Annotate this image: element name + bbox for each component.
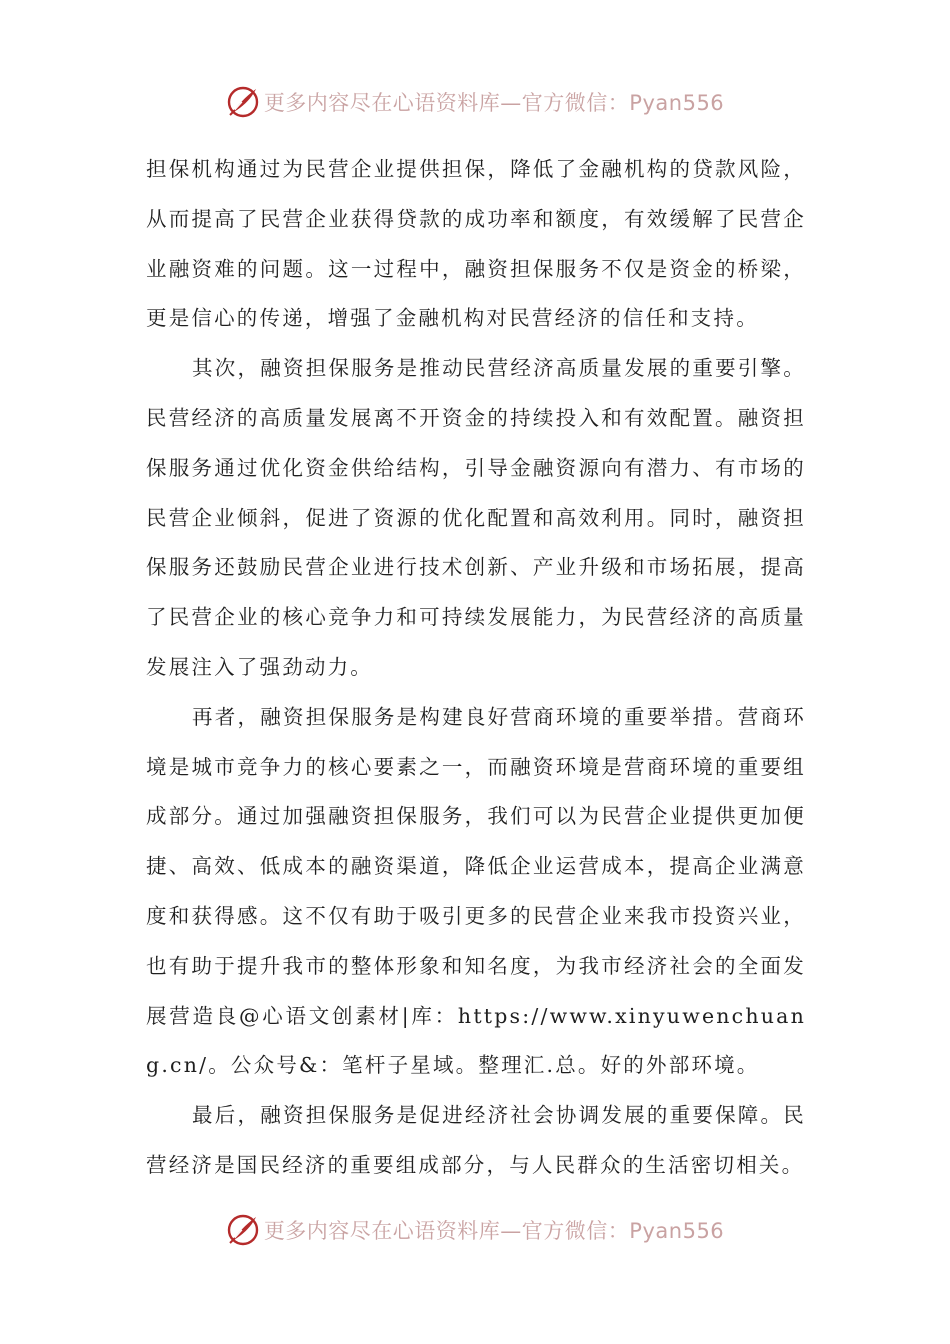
footer-banner-text: 更多内容尽在心语资料库—官方微信：Pyan556 bbox=[263, 1219, 725, 1243]
paragraph-continuation: 担保机构通过为民营企业提供担保，降低了金融机构的贷款风险，从而提高了民营企业获得贷款的成功率和额度，有效缓解了民营企业融资难的问题。这一过程中，融资担保服务不仅是资金的桥梁，更是信心的传递，增强了金融机构对民营经济的信任和支持。 bbox=[146, 157, 806, 331]
paragraph-second: 其次，融资担保服务是推动民营经济高质量发展的重要引擎。民营经济的高质量发展离不开资金的持续投入和有效配置。融资担保服务通过优化资金供给结构，引导金融资源向有潜力、有市场的民营企业倾斜，促进了资源的优化配置和高效利用。同时，融资担保服务还鼓励民营企业进行技术创新、产业升级和市场拓展，提高了民营企业的核心竞争力和可持续发展能力，为民营经济的高质量发展注入了强劲动力。 bbox=[146, 356, 806, 679]
footer-banner bbox=[0, 1210, 950, 1250]
paragraph-finally: 最后，融资担保服务是促进经济社会协调发展的重要保障。民营经济是国民经济的重要组成部分，与人民群众的生活密切相关。 bbox=[146, 1103, 806, 1177]
document-body bbox=[146, 145, 806, 1191]
paragraph-third: 再者，融资担保服务是构建良好营商环境的重要举措。营商环境是城市竞争力的核心要素之一，而融资环境是营商环境的重要组成部分。通过加强融资担保服务，我们可以为民营企业提供更加便捷、高效、低成本的融资渠道，降低企业运营成本，提高企业满意度和获得感。这不仅有助于吸引更多的民营企业来我市投资兴业，也有助于提升我市的整体形象和知名度，为我市经济社会的全面发展营造良@心语文创素材|库：https://www.xinyuwenchuang.cn/。公众号&：笔杆子星域。整理汇.总。好的外部环境。 bbox=[146, 704, 806, 1078]
feather-pen-logo-icon bbox=[226, 85, 260, 119]
header-banner bbox=[0, 82, 950, 122]
header-banner-text: 更多内容尽在心语资料库—官方微信：Pyan556 bbox=[263, 91, 725, 115]
feather-pen-logo-icon bbox=[226, 1213, 260, 1247]
